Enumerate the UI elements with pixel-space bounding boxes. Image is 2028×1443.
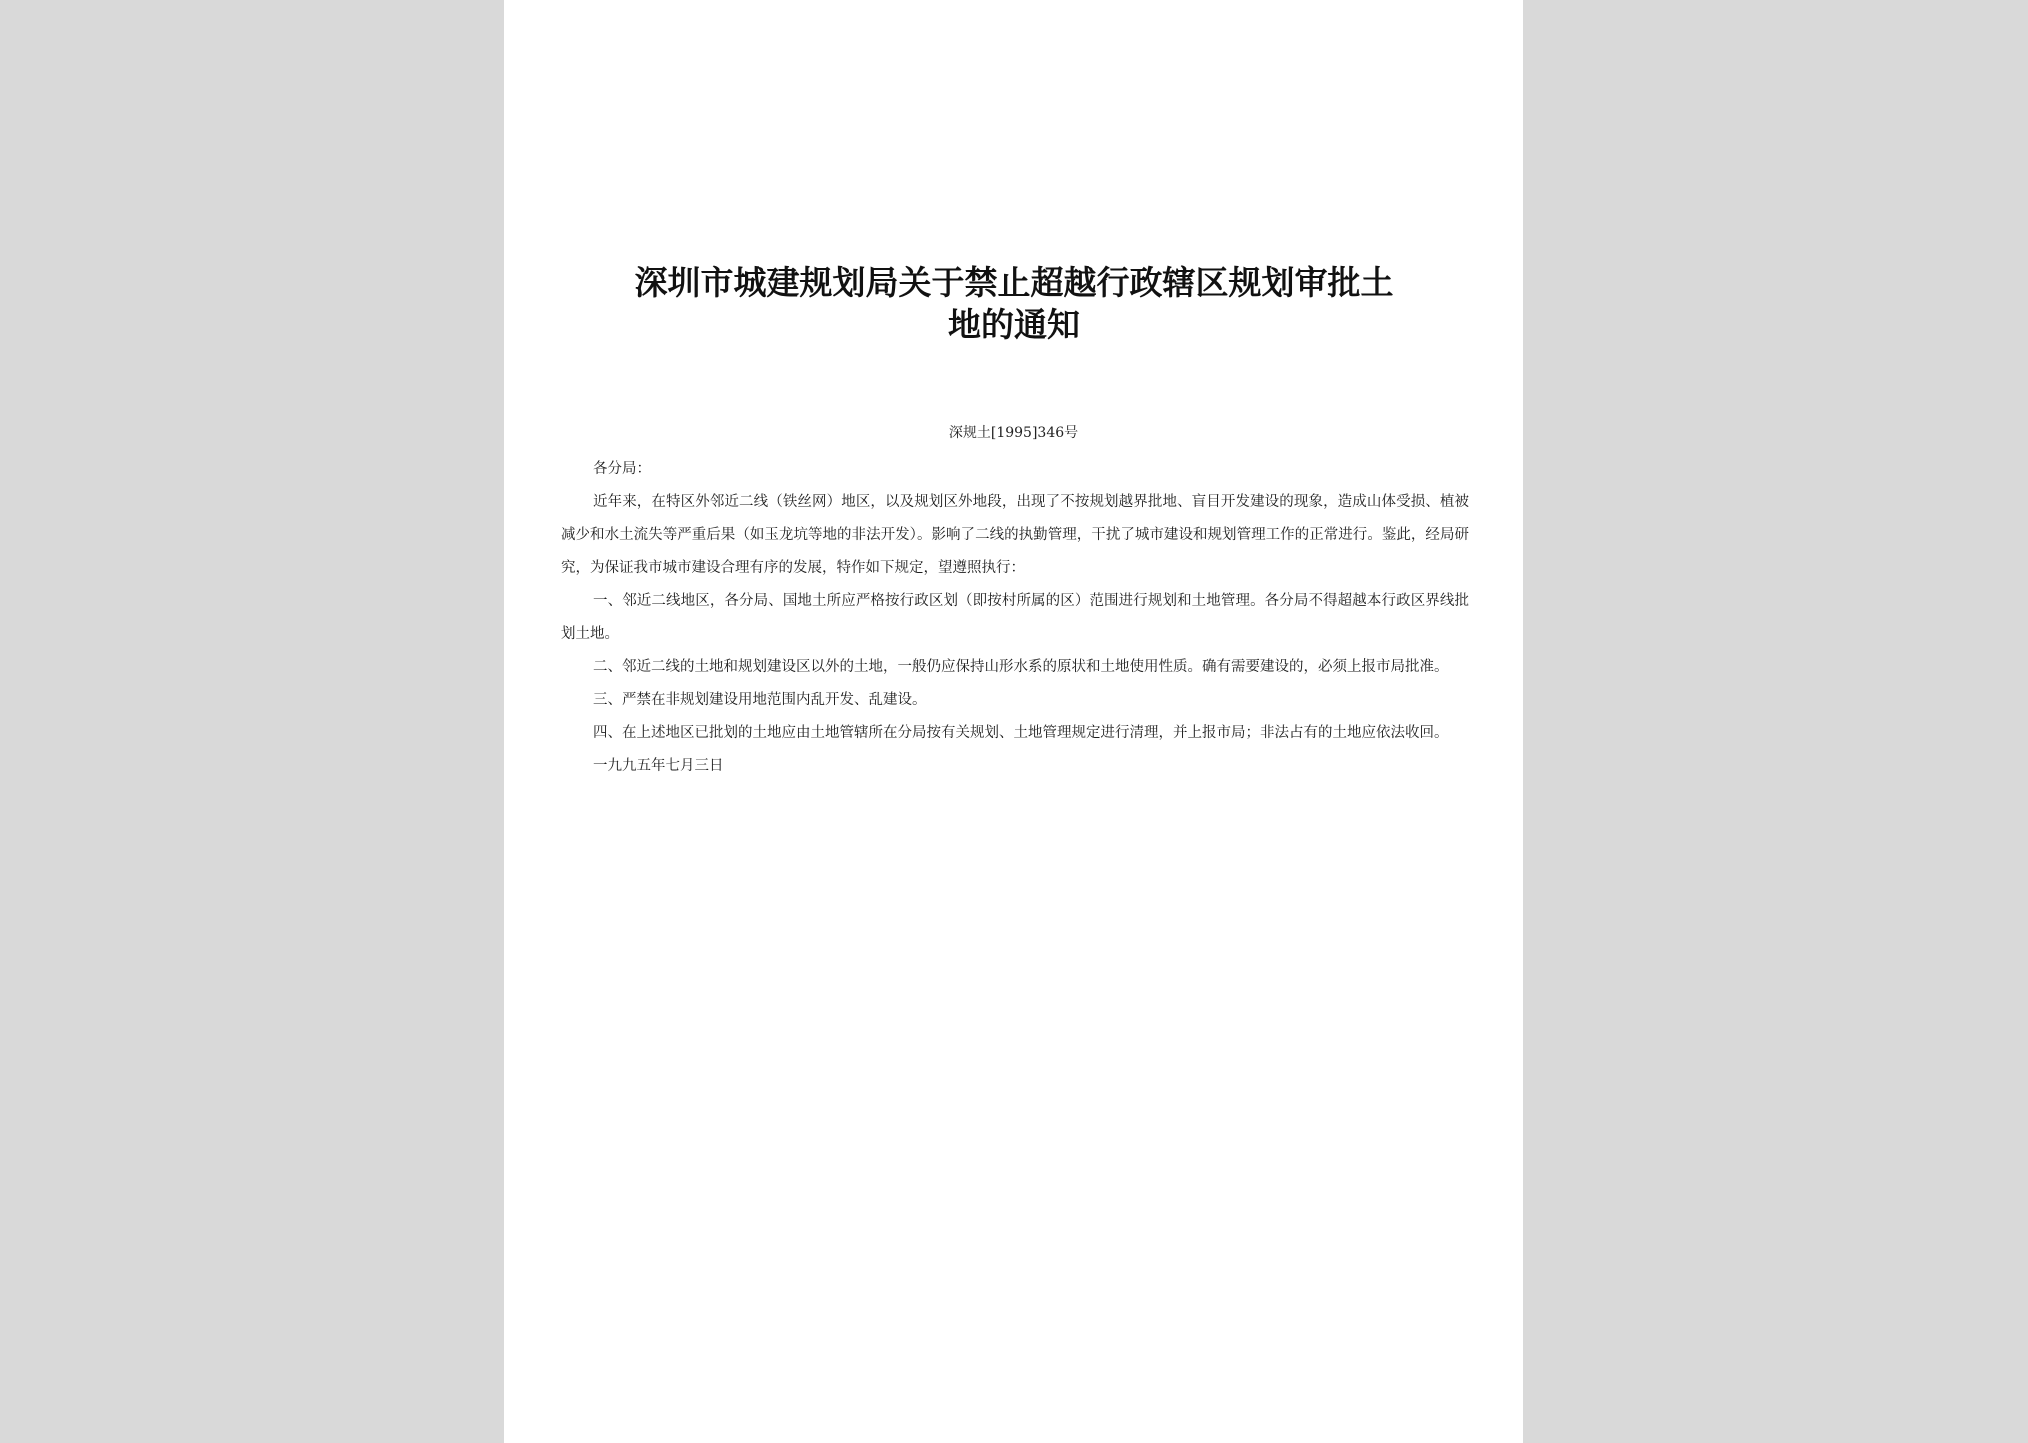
title-line-2: 地的通知 <box>948 305 1080 344</box>
document-title <box>594 262 1434 346</box>
paragraph-intro: 近年来，在特区外邻近二线（铁丝网）地区，以及规划区外地段，出现了不按规划越界批地、盲目开发建设的现象，造成山体受损、植被减少和水土流失等严重后果（如玉龙坑等地的非法开发）。影响了二线的执勤管理，干扰了城市建设和规划管理工作的正常进行。鉴此，经局研究，为保证我市城市建设合理有序的发展，特作如下规定，望遵照执行： <box>561 494 1469 576</box>
document-date: 一九九五年七月三日 <box>593 758 724 774</box>
paragraph-item-3: 三、严禁在非规划建设用地范围内乱开发、乱建设。 <box>593 692 927 708</box>
document-number: 深规土[1995]346号 <box>948 425 1079 441</box>
title-line-1: 深圳市城建规划局关于禁止超越行政辖区规划审批土 <box>634 263 1394 302</box>
salutation: 各分局： <box>593 461 651 477</box>
paragraph-item-2: 二、邻近二线的土地和规划建设区以外的土地，一般仍应保持山形水系的原状和土地使用性质。确有需要建设的，必须上报市局批准。 <box>593 659 1449 675</box>
paragraph-item-1: 一、邻近二线地区，各分局、国地土所应严格按行政区划（即按村所属的区）范围进行规划和土地管理。各分局不得超越本行政区界线批划土地。 <box>561 593 1469 642</box>
document-page <box>504 0 1523 1443</box>
document-body <box>561 453 1469 783</box>
paragraph-item-4: 四、在上述地区已批划的土地应由土地管辖所在分局按有关规划、土地管理规定进行清理，并上报市局；非法占有的土地应依法收回。 <box>593 725 1449 741</box>
